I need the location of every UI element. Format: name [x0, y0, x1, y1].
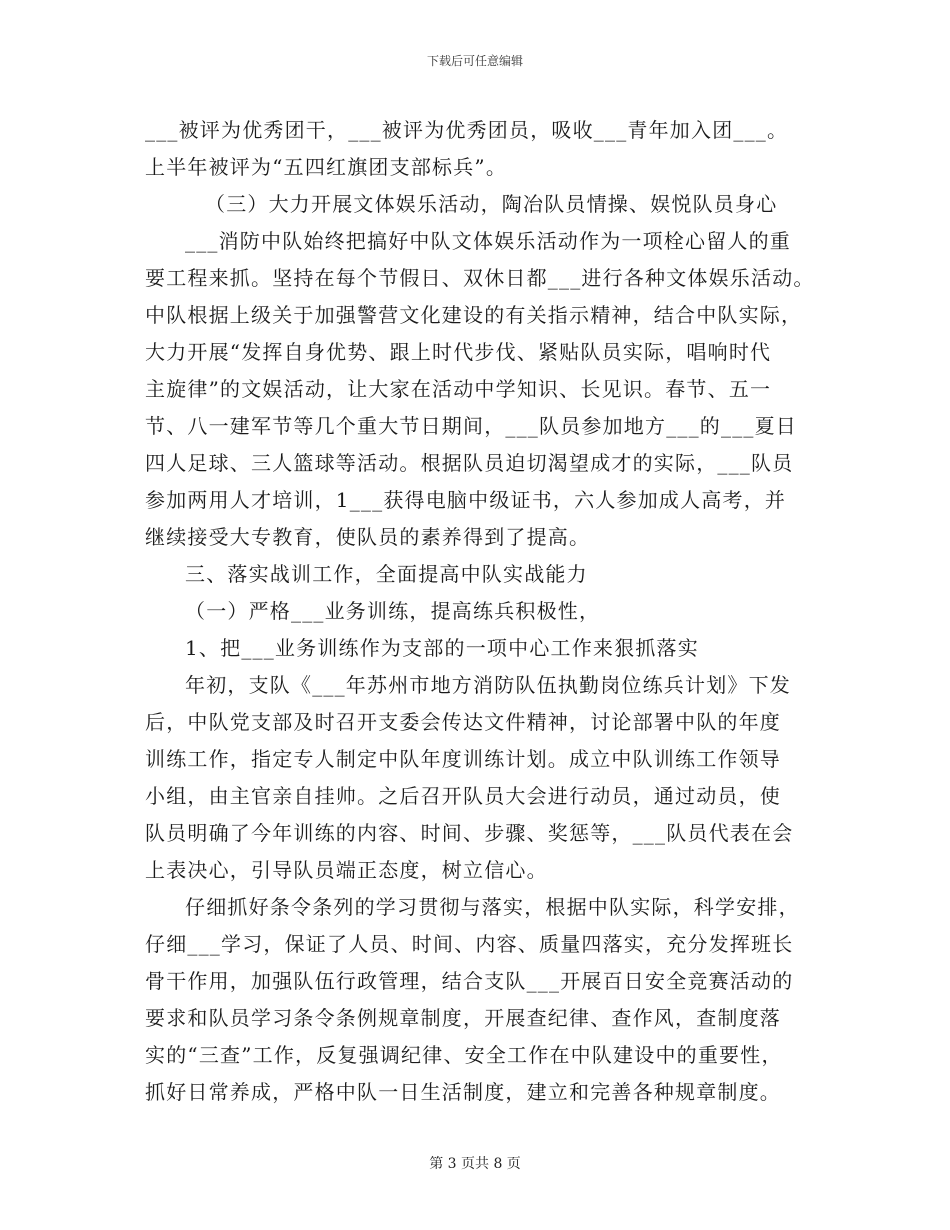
paragraph-start: 仔细抓好条令条列的学习贯彻与落实，根据中队实际，科学安排，	[185, 895, 800, 919]
text-line: 大力开展“发挥自身优势、跟上时代步伐、紧贴队员实际，唱响时代	[145, 340, 772, 364]
text-line: 上半年被评为“五四红旗团支部标兵”。	[145, 155, 508, 179]
text-line: 后，中队党支部及时召开支委会传达文件精神，讨论部署中队的年度	[145, 710, 781, 734]
text-line: 训练工作，指定专人制定中队年度训练计划。成立中队训练工作领导	[145, 747, 781, 771]
section-heading: （三）大力开展文体娱乐活动，陶冶队员情操、娱悦队员身心	[205, 192, 778, 216]
text-line: 中队根据上级关于加强警营文化建设的有关指示精神，结合中队实际，	[145, 303, 803, 327]
text-line: 节、八一建军节等几个重大节日期间，___队员参加地方___的___夏日	[145, 414, 797, 438]
text-line: 仔细___学习，保证了人员、时间、内容、质量四落实，充分发挥班长	[145, 932, 794, 956]
page-footer: 第 3 页共 8 页	[429, 1156, 521, 1172]
section-heading: 三、落实战训工作，全面提高中队实战能力	[185, 562, 588, 586]
text-line: 队员明确了今年训练的内容、时间、步骤、奖惩等，___队员代表在会	[145, 821, 794, 845]
text-line: 要工程来抓。坚持在每个节假日、双休日都___进行各种文体娱乐活动。	[145, 266, 815, 290]
page-header: 下载后可任意编辑	[426, 54, 523, 68]
text-line: 骨干作用，加强队伍行政管理，结合支队___开展百日安全竞赛活动的	[145, 969, 794, 993]
paragraph-start: ___消防中队始终把搞好中队文体娱乐活动作为一项栓心留人的重	[185, 229, 791, 253]
text-line: 抓好日常养成，严格中队一日生活制度，建立和完善各种规章制度。	[145, 1080, 781, 1104]
document-body	[145, 112, 815, 1111]
text-line: 实的“三查”工作，反复强调纪律、安全工作在中队建设中的重要性，	[145, 1043, 783, 1067]
text-line: 继续接受大专教育，使队员的素养得到了提高。	[145, 525, 591, 549]
paragraph-start: 年初，支队《___年苏州市地方消防队伍执勤岗位练兵计划》下发	[185, 673, 791, 697]
text-line: 要求和队员学习条令条例规章制度，开展查纪律、查作风，查制度落	[145, 1006, 781, 1030]
text-line: 四人足球、三人篮球等活动。根据队员迫切渴望成才的实际，___队员	[145, 451, 794, 475]
text-line: 主旋律”的文娱活动，让大家在活动中学知识、长见识。春节、五一	[145, 377, 772, 401]
subsection-heading: （一）严格___业务训练，提高练兵积极性，	[185, 599, 601, 623]
text-line: 上表决心，引导队员端正态度，树立信心。	[145, 858, 548, 882]
text-line: 参加两用人才培训，1___获得电脑中级证书，六人参加成人高考，并	[145, 488, 787, 512]
text-line: 小组，由主官亲自挂帅。之后召开队员大会进行动员，通过动员，使	[145, 784, 781, 808]
text-line: ___被评为优秀团干，___被评为优秀团员，吸收___青年加入团___。	[145, 118, 789, 142]
subsection-heading: 1、把___业务训练作为支部的一项中心工作来狠抓落实	[185, 636, 699, 660]
